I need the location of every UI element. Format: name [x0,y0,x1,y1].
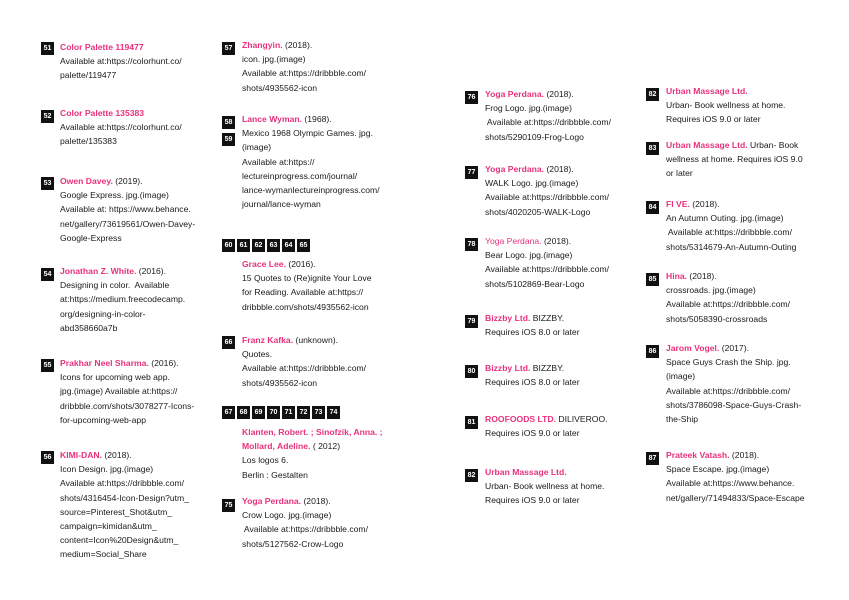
ref-line: shots/4316454-Icon-Design?utm_ [60,492,189,503]
ref-number-badge: 53 [41,177,54,190]
ref-author: Yoga Perdana. [485,164,545,174]
reference-entry [666,269,790,326]
reference-entry [60,264,185,335]
ref-author: Prakhar Neel Sharma. [60,358,149,368]
ref-author: Franz Kafka. [242,335,294,345]
reference-entry [485,162,609,219]
ref-number-badge: 83 [646,142,659,155]
ref-author: Zhangyin. [242,40,283,50]
ref-line: Urban- Book wellness at home. [666,100,786,111]
ref-year: (2018). [541,236,572,246]
ref-year: (2018). [544,164,574,174]
ref-title: Urban- Book [747,140,799,150]
ref-line: shots/5127562-Crow-Logo [242,538,344,549]
ref-author: Yoga Perdana. [242,496,302,506]
ref-number-badge: 52 [41,110,54,123]
ref-line: Berlin : Gestalten [242,469,308,480]
ref-year: (2018). [301,496,331,506]
ref-line: shots/5058390-crossroads [666,313,768,324]
ref-year: (1968). [302,114,332,124]
ref-line: crossroads. jpg.(image) [666,285,756,296]
ref-line: palette/119477 [60,70,117,81]
ref-number-badge: 55 [41,359,54,372]
reference-entry [242,494,368,551]
ref-line: shots/5314679-An-Autumn-Outing [666,241,797,252]
ref-number-badge: 82 [465,469,478,482]
ref-author: Jarom Vogel. [666,343,720,353]
ref-year: ( 2012) [310,441,341,452]
ref-line: for Reading. Available at:https:// [242,287,364,298]
ref-line: Available at:https://dribbble.com/ [666,385,791,396]
ref-number-badge: 72 [297,406,310,419]
ref-line: Quotes. [242,349,273,360]
ref-line: 15 Quotes to (Re)ignite Your Love [242,273,372,284]
reference-entry [242,112,380,211]
reference-entry [666,84,785,127]
reference-entry [60,448,189,562]
ref-line: An Autumn Outing. jpg.(image) [666,213,784,224]
ref-line: Google Express. jpg.(image) [60,190,169,201]
ref-line: Google-Express [60,232,122,243]
ref-title: BIZZBY. [530,363,565,373]
ref-author: Yoga Perdana. [485,89,545,99]
ref-author: Hina. [666,271,688,281]
reference-entry [242,38,366,95]
ref-line: Available at:https://dribbble.com/ [242,363,367,374]
ref-line: Requires iOS 9.0 or later [485,495,580,506]
ref-number-badge: 63 [267,239,280,252]
ref-line: net/gallery/71494833/Space-Escape [666,492,805,503]
ref-number-badge: 69 [252,406,265,419]
ref-author: Owen Davey. [60,176,113,186]
ref-year: (2018). [687,271,717,281]
ref-number-badge: 87 [646,452,659,465]
ref-number-badge: 86 [646,345,659,358]
ref-line: Available at:https://colorhunt.co/ [60,56,182,67]
ref-number-badge: 70 [267,406,280,419]
ref-line: Available at:https://dribbble.com/ [666,227,792,238]
ref-line: source=Pinterest_Shot&utm_ [60,506,173,517]
ref-number-badge: 76 [465,91,478,104]
ref-year: (2018). [729,450,760,460]
ref-line: Bear Logo. jpg.(image) [485,250,573,261]
ref-line: or later [666,168,693,179]
ref-line: Icons for upcoming web app. [60,372,170,383]
ref-author: FI VE. [666,199,690,209]
ref-number-badge: 68 [237,406,250,419]
ref-title: DILIVEROO. [555,414,608,424]
ref-author: Prateek Vatash. [666,450,730,460]
ref-line: shots/4935562-icon [242,82,318,93]
ref-number-group [222,239,310,252]
reference-entry [485,465,604,508]
ref-line: dribbble.com/shots/3078277-Icons- [60,400,195,411]
ref-line: org/designing-in-color- [60,308,146,319]
ref-year: (unknown). [293,335,339,345]
ref-author: Grace Lee. [242,259,286,269]
ref-line: (image) [666,371,696,382]
ref-line: journal/lance-wyman [242,199,321,210]
ref-number-badge: 84 [646,201,659,214]
ref-line: Frog Logo. jpg.(image) [485,103,572,114]
ref-number-badge: 57 [222,42,235,55]
ref-line: Requires iOS 9.0 or later [666,114,761,125]
ref-author: Lance Wyman. [242,114,303,124]
ref-number-badge: 58 [222,116,235,129]
ref-line: palette/135383 [60,136,117,147]
ref-number-badge: 71 [282,406,295,419]
ref-number-badge: 66 [222,336,235,349]
ref-line: WALK Logo. jpg.(image) [485,178,579,189]
reference-entry [242,425,383,482]
ref-line: Space Guys Crash the Ship. jpg. [666,357,791,368]
ref-author: Urban Massage Ltd. [485,467,567,477]
ref-number-group [222,406,340,419]
ref-line: icon. jpg.(image) [242,54,306,65]
ref-line: Available at:https://dribbble.com/ [242,524,368,535]
ref-number-badge: 56 [41,451,54,464]
ref-year: (2018). [282,40,313,50]
ref-line: Available at:https:// [242,156,315,167]
ref-line: Requires iOS 9.0 or later [485,428,580,439]
ref-line: shots/4020205-WALK-Logo [485,206,591,217]
ref-line: Available at:https://dribbble.com/ [242,68,367,79]
ref-author: Bizzby Ltd. [485,313,531,323]
ref-line: Available at:https://www.behance. [666,478,795,489]
ref-line: Available at:https://dribbble.com/ [485,117,611,128]
ref-line: content=Icon%20Design&utm_ [60,535,179,546]
ref-number-badge: 67 [222,406,235,419]
ref-year: (2018). [102,450,132,460]
reference-entry [485,87,611,144]
reference-entry [242,333,366,390]
ref-author: Urban Massage Ltd. [666,140,748,150]
ref-number-badge: 75 [222,499,235,512]
ref-line: Available at:https://colorhunt.co/ [60,122,182,133]
ref-line: Urban- Book wellness at home. [485,481,605,492]
ref-line: medium=Social_Share [60,549,147,560]
ref-number-badge: 78 [465,238,478,251]
ref-line: shots/5102869-Bear-Logo [485,278,585,289]
ref-year: (2018). [689,199,720,209]
reference-entry [60,356,194,427]
ref-number-badge: 65 [297,239,310,252]
ref-number-badge: 61 [237,239,250,252]
ref-line: dribbble.com/shots/4935562-icon [242,301,369,312]
ref-line: Available at:https://dribbble.com/ [485,192,610,203]
ref-line: at:https://medium.freecodecamp. [60,294,186,305]
ref-number-badge: 59 [222,133,235,146]
ref-line: Los logos 6. [242,455,289,466]
reference-entry [60,174,195,245]
ref-line: jpg.(image) Available at:https:// [60,386,178,397]
ref-line: Icon Design. jpg.(image) [60,464,154,475]
ref-line: for-upcoming-web-app [60,414,146,425]
ref-author: Urban Massage Ltd. [666,86,748,96]
ref-author: ROOFOODS LTD. [485,414,556,424]
ref-year: (2016). [136,266,167,276]
ref-number-badge: 82 [646,88,659,101]
ref-line: shots/5290109-Frog-Logo [485,131,584,142]
ref-author: Bizzby Ltd. [485,363,531,373]
ref-author: Color Palette 119477 [60,42,144,52]
ref-line: Requires iOS 8.0 or later [485,377,580,388]
ref-number-badge: 81 [465,416,478,429]
ref-line: lance-wymanlectureinprogress.com/ [242,185,380,196]
reference-entry [666,341,801,426]
ref-line: net/gallery/73619561/Owen-Davey- [60,218,196,229]
ref-line: campaign=kimidan&utm_ [60,521,157,532]
ref-line: Mexico 1968 Olympic Games. jpg. [242,128,373,139]
ref-number-badge: 80 [465,365,478,378]
ref-author: Klanten, Robert. ; Sinofzik, Anna. ; [242,427,383,437]
ref-line: shots/3786098-Space-Guys-Crash- [666,399,802,410]
reference-entry [485,234,609,291]
ref-author: KIMI-DAN. [60,450,103,460]
ref-year: (2016). [285,259,316,269]
reference-entry [60,106,182,149]
reference-entry [485,361,580,389]
ref-number-badge: 79 [465,315,478,328]
ref-line: Available at:https://dribbble.com/ [485,264,610,275]
ref-number-badge: 64 [282,239,295,252]
ref-line: Crow Logo. jpg.(image) [242,510,332,521]
ref-number-badge: 73 [312,406,325,419]
ref-number-badge: 74 [327,406,340,419]
ref-author: Mollard, Adeline. [242,441,311,452]
ref-number-badge: 77 [465,166,478,179]
reference-entry [485,412,608,440]
ref-year: (2017). [719,343,749,353]
ref-year: (2019). [112,176,143,186]
ref-line: the-Ship [666,414,699,425]
ref-title: BIZZBY. [530,313,565,323]
ref-line: wellness at home. Requires iOS 9.0 [666,154,803,165]
ref-author: Color Palette 135383 [60,108,145,118]
ref-line: shots/4935562-icon [242,377,318,388]
reference-entry [666,448,805,505]
reference-entry [485,311,580,339]
ref-year: (2016). [148,358,179,368]
ref-line: Designing in color. Available [60,280,170,291]
ref-author: Jonathan Z. White. [60,266,137,276]
reference-entry [242,257,371,314]
reference-entry [666,138,803,181]
ref-author: Yoga Perdana. [485,236,542,246]
ref-number-badge: 60 [222,239,235,252]
ref-line: Available at: https://www.behance. [60,204,191,215]
ref-line: abd358660a7b [60,322,118,333]
reference-entry [666,197,796,254]
ref-number-badge: 51 [41,42,54,55]
reference-entry [60,40,182,83]
ref-line: (image) [242,142,272,153]
ref-line: Space Escape. jpg.(image) [666,464,770,475]
ref-number-badge: 62 [252,239,265,252]
ref-number-badge: 85 [646,273,659,286]
ref-line: Available at:https://dribbble.com/ [60,478,185,489]
ref-line: Available at:https://dribbble.com/ [666,299,791,310]
ref-year: (2018). [544,89,574,99]
ref-line: Requires iOS 8.0 or later [485,327,580,338]
ref-line: lectureinprogress.com/journal/ [242,170,358,181]
ref-number-badge: 54 [41,268,54,281]
